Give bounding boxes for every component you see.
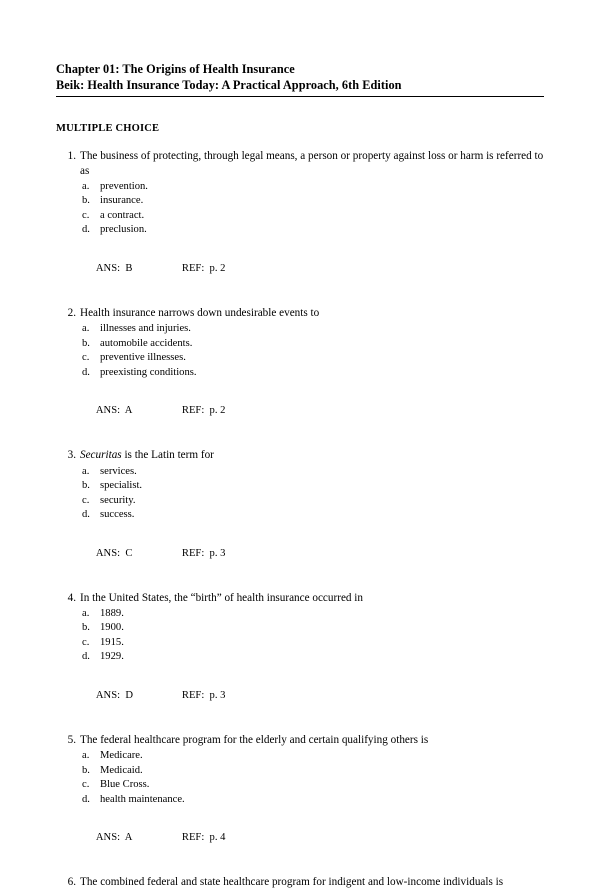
choice-letter: a.	[82, 181, 90, 192]
question-text-rest: is the Latin term for	[121, 449, 214, 462]
answer-row	[80, 390, 544, 433]
choice-list	[80, 465, 544, 523]
question-number: 6.	[67, 876, 76, 889]
choice-text: preclusion.	[100, 224, 147, 236]
choice-letter: c.	[82, 352, 90, 364]
choice-item	[80, 322, 544, 336]
choice-text: prevention.	[100, 181, 148, 192]
choice-item	[80, 351, 544, 365]
choice-item	[80, 337, 544, 351]
choice-text: 1889.	[100, 608, 124, 620]
choice-text: insurance.	[100, 195, 144, 207]
choice-text: health maintenance.	[100, 793, 185, 805]
choice-text: Medicaid.	[100, 764, 143, 776]
choice-text: automobile accidents.	[100, 337, 193, 349]
question-item	[56, 448, 544, 575]
question-text: The federal healthcare program for the elderly and certain qualifying others is	[80, 733, 429, 746]
reference-value: REF: p. 4	[181, 832, 226, 844]
reference-value: REF: p. 2	[181, 263, 226, 275]
choice-item	[80, 621, 544, 635]
choice-letter: b.	[82, 337, 90, 349]
choice-text: 1900.	[100, 622, 124, 634]
answer-row	[80, 675, 544, 718]
choice-item	[80, 494, 544, 508]
question-item	[56, 306, 544, 433]
choice-item	[80, 366, 544, 380]
choice-text: 1915.	[100, 636, 124, 648]
choice-letter: c.	[82, 494, 90, 506]
reference-value: REF: p. 2	[181, 405, 226, 417]
choice-item	[80, 749, 544, 763]
choice-list	[80, 749, 544, 807]
choice-item	[80, 209, 544, 223]
choice-item	[80, 180, 544, 194]
choice-text: a contract.	[100, 209, 145, 221]
choice-list	[80, 322, 544, 380]
answer-value: ANS: A	[95, 832, 133, 844]
choice-letter: a.	[82, 323, 90, 335]
choice-text: security.	[100, 494, 136, 506]
choice-text: services.	[100, 465, 137, 477]
choice-letter: a.	[82, 608, 90, 620]
choice-letter: d.	[82, 508, 90, 520]
choice-text: 1929.	[100, 651, 124, 663]
choice-letter: b.	[82, 764, 90, 776]
answer-row	[80, 248, 544, 291]
question-text: The business of protecting, through legal means, a person or property against loss or harm is referred to as	[80, 150, 544, 177]
choice-letter: d.	[82, 224, 90, 236]
choice-text: success.	[100, 508, 135, 520]
choice-text: Medicare.	[100, 750, 143, 762]
choice-letter: b.	[82, 195, 90, 207]
answer-value: ANS: D	[95, 690, 133, 702]
choice-letter: a.	[82, 750, 90, 762]
question-number: 5.	[67, 733, 76, 746]
reference-value: REF: p. 3	[181, 690, 226, 702]
question-text: In the United States, the “birth” of health insurance occurred in	[80, 591, 364, 604]
choice-list	[80, 180, 544, 238]
header-book-title: Beik: Health Insurance Today: A Practical Approach, 6th Edition	[56, 77, 402, 92]
answer-value: ANS: B	[95, 263, 133, 275]
choice-letter: d.	[82, 651, 90, 663]
header-divider	[56, 96, 544, 97]
section-title: MULTIPLE CHOICE	[56, 123, 160, 134]
question-item	[56, 591, 544, 718]
choice-letter: c.	[82, 636, 90, 648]
question-number: 3.	[67, 449, 76, 462]
answer-row	[80, 532, 544, 575]
choice-letter: c.	[82, 779, 90, 791]
choice-item	[80, 650, 544, 664]
choice-letter: a.	[82, 465, 90, 477]
choice-text: Blue Cross.	[100, 779, 150, 791]
choice-letter: d.	[82, 366, 90, 378]
question-text: The combined federal and state healthcare program for indigent and low-income individuals is	[80, 876, 504, 889]
question-number: 1.	[67, 150, 76, 162]
question-number: 2.	[67, 306, 76, 319]
choice-item	[80, 607, 544, 621]
choice-letter: d.	[82, 793, 90, 805]
choice-item	[80, 793, 544, 807]
reference-value: REF: p. 3	[181, 547, 226, 559]
choice-text: specialist.	[100, 480, 143, 492]
answer-row	[80, 817, 544, 860]
question-number: 4.	[67, 591, 76, 604]
choice-item	[80, 479, 544, 493]
question-item	[56, 149, 544, 291]
choice-text: preexisting conditions.	[100, 366, 197, 378]
choice-item	[80, 636, 544, 650]
choice-item	[80, 465, 544, 479]
answer-value: ANS: C	[95, 547, 133, 559]
question-text: Health insurance narrows down undesirable events to	[80, 306, 320, 319]
choice-list	[80, 607, 544, 665]
choice-item	[80, 194, 544, 208]
choice-item	[80, 508, 544, 522]
choice-item	[80, 223, 544, 237]
question-item	[56, 875, 544, 890]
choice-text: preventive illnesses.	[100, 352, 186, 364]
choice-letter: c.	[82, 209, 90, 221]
choice-letter: b.	[82, 622, 90, 634]
question-text-italic: Securitas	[80, 449, 122, 462]
question-item	[56, 733, 544, 860]
choice-letter: b.	[82, 480, 90, 492]
choice-text: illnesses and injuries.	[100, 323, 191, 335]
answer-value: ANS: A	[95, 405, 133, 417]
question-text	[80, 448, 544, 463]
choice-item	[80, 764, 544, 778]
choice-item	[80, 778, 544, 792]
header-chapter-title: Chapter 01: The Origins of Health Insurance	[56, 62, 295, 76]
document-header	[56, 62, 544, 97]
